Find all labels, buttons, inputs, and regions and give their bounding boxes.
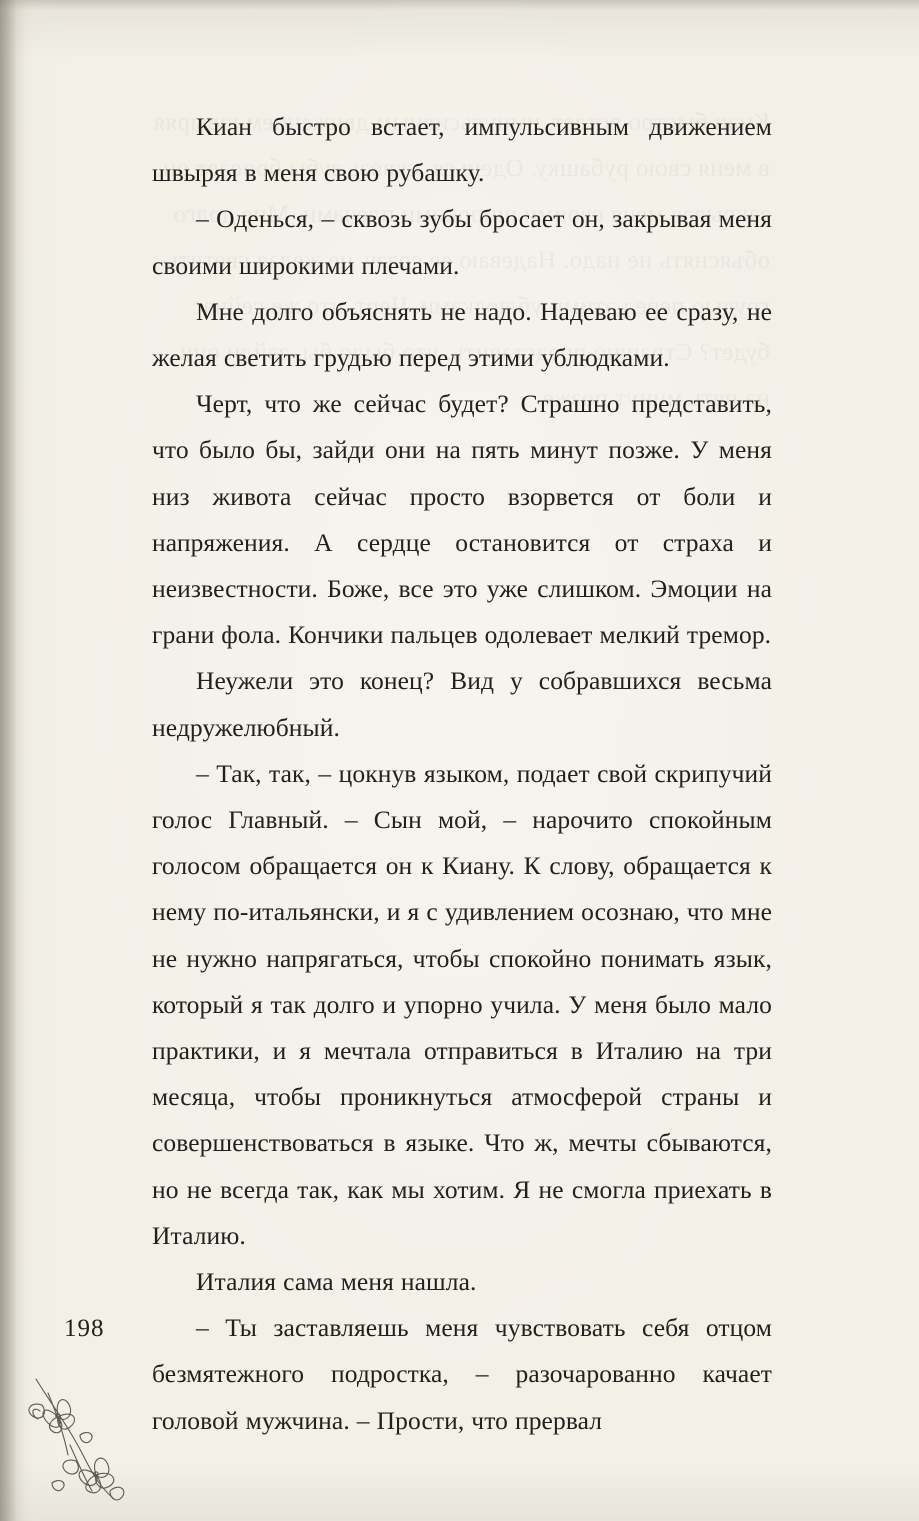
floral-ornament-icon [18, 1371, 142, 1509]
paragraph: Неужели это конец? Вид у собравшихся весьма недружелюбный. [152, 666, 772, 742]
paragraph: Мне долго объяснять не надо. Надеваю ее сразу, не желая светить грудью перед этими ублюдками. [152, 296, 772, 373]
page-top-edge-shading [0, 0, 919, 10]
paragraph: Италия сама меня нашла. [196, 1267, 477, 1297]
paragraph: – Оденься, – сквозь зубы бросает он, закрывая меня своими широкими плечами. [152, 204, 772, 280]
paragraph: – Так, так, – цокнув языком, подает свой скрипучий голос Главный. – Сын мой, – нарочито спокойным голосом обращается он к Киану. К слову, обращается к нему по-итальянски, и я с удивлением осознаю, что мне не нужно напрягаться, чтобы спокойно понимать язык, который я так долго и упорно учила. У меня было мало практики, и я мечтала отправиться в Италию на три месяца, чтобы проникнуться атмосферой страны и совершенствоваться в языке. Что ж, мечты сбываются, но не всегда так, как мы хотим. Я не смогла приехать в Италию. [152, 758, 772, 1250]
page-spine-shadow [0, 0, 34, 1521]
paragraph: Черт, что же сейчас будет? Страшно представить, что было бы, зайди они на пять минут позже. У меня низ живота сейчас просто взорвется от боли и напряжения. А сердце остановится от страха и неизвестности. Боже, все это уже слишком. Эмоции на грани фола. Кончики пальцев одолевает мелкий тремор. [152, 389, 772, 650]
paragraph: – Ты заставляешь меня чувствовать себя отцом безмятежного подростка, – разочарованно качает головой мужчина. – Прости, что прервал [152, 1313, 772, 1435]
page-body-text [152, 104, 772, 1444]
paragraph: Киан быстро встает, импульсивным движением швыряя в меня свою рубашку. [152, 112, 772, 188]
page-number: 198 [64, 1315, 105, 1342]
